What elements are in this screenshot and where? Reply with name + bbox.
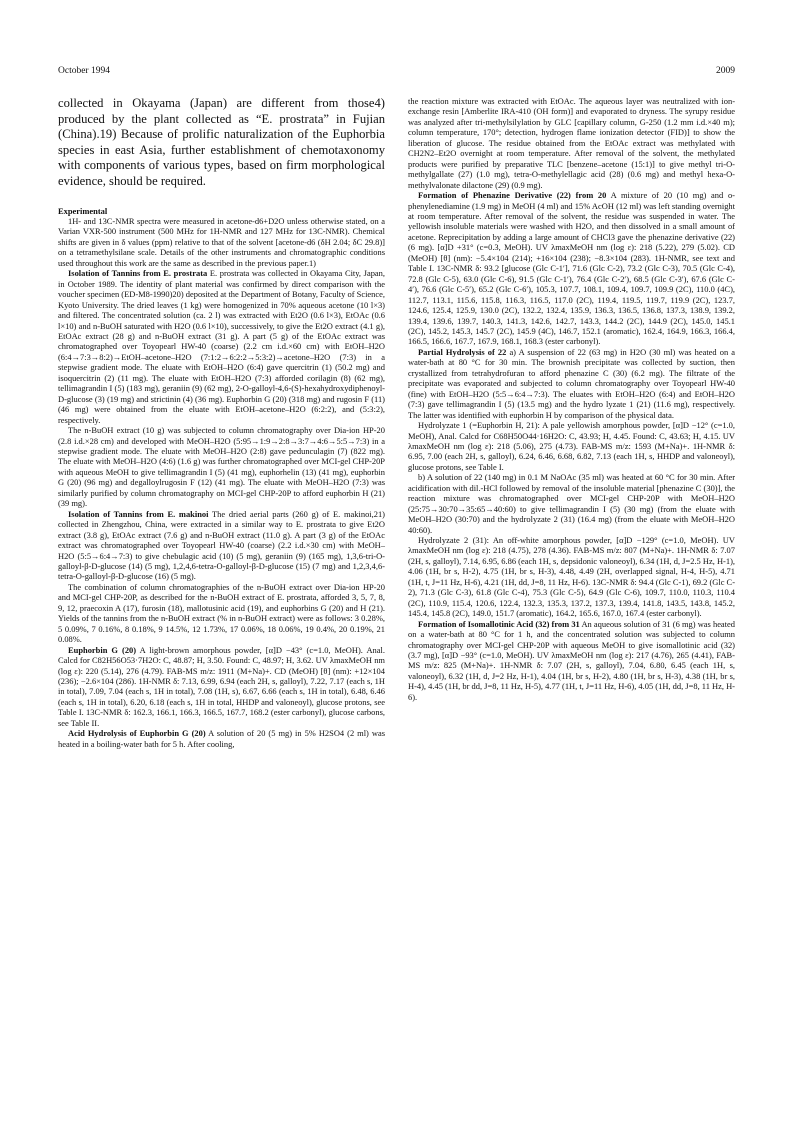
header-date: October 1994: [58, 66, 110, 76]
isolation-prostrata-text: E. prostrata was collected in Okayama City, Japan, in October 1989. The identity of plant material was confirmed by direct comparison with the voucher specimen (ED-M8-1990)20) deposited at the Department of Botany, Faculty of Science, Kyoto University. The dried leaves (1 kg) were homogenized in 70% aqueous acetone (10 l×3) and filtered. The concentrated solution (ca. 2 l) was extracted with Et2O (0.6 l×3), EtOAc (0.6 l×10) and n-BuOH saturated with H2O (0.6 l×10), successively, to give the Et2O extract (4.1 g), EtOAc extract (28 g) and n-BuOH extract (31 g). A part (5 g) of the EtOAc extract was chromatographed over Toyopearl HW-40 (coarse) (2.2 cm i.d.×60 cm) with EtOH–H2O (6:4→7:3→8:2)→EtOH–acetone–H2O (7:1:2→6:2:2→5:3:2)→acetone–H2O (7:3) in a stepwise gradient mode. The eluate with EtOH–H2O (6:4) gave quercitrin (1) (50.2 mg) and isoquercitrin (2) (11 mg). The eluate with EtOH–H2O (7:3) afforded corilagin (8) (62 mg), tellimagrandin I (5) (183 mg), geraniin (9) (62 mg), 2-O-galloyl-4,6-(S)-hexahydroxydiphenoyl-D-glucose (3) (19 mg) and strictinin (4) (36 mg). Euphorbin G (20) (318 mg) and rugosin F (11) (46 mg) were obtained from the eluate with EtOH–acetone–H2O (6:2:2), and (5:3:2), respectively.: [58, 268, 385, 425]
partial-hydrolysis-text: a) A suspension of 22 (63 mg) in H2O (30 ml) was heated on a water-bath at 80 °C for 30 min. The brownish precipitate was collected by suction, then crystallized from tetrahydrofuran to afford phenazine C (30) (6.2 mg). The filtrate of the precipitate was evaporated and subjected to column chromatography over Toyopearl HW-40 (fine) with EtOH–H2O (5:5→6:4→7:3). The eluates with EtOH–H2O (6:4) and EtOH–H2O (7:3) gave tellimagrandin I (5) (13.5 mg) and the hydro lyzate 1 (21) (11.6 mg), respectively. The latter was identified with euphorbin H by comparison of the physical data.: [408, 346, 736, 420]
phenazine-paragraph: [408, 190, 735, 347]
phenazine-heading: Formation of Phenazine Derivative (22) from 20: [418, 190, 607, 201]
isolation-prostrata-heading: Isolation of Tannins from E. prostrata: [68, 268, 208, 279]
phenazine-text: A mixture of 20 (10 mg) and o-phenylenediamine (1.9 mg) in MeOH (4 ml) and 15% AcOH (12 ml) was left standing overnight at room temperature. After removal of the solvent, the residue was suspended in water. The yellowish insoluble materials were washed with H2O, and then dissolved in a small amount of acetone. Reprecipitation by adding a large amount of CHCl3 gave the phenazine derivative (22) (6 mg). [α]D +31° (c=0.3, MeOH). UV λmaxMeOH nm (log ε): 218 (5.22), 279 (5.02). CD (MeOH) [θ] (nm): −5.4×104 (214); +16×104 (238); −8.3×104 (283). 1H-NMR, see text and Table I. 13C-NMR δ: 93.2 [glucose (Glc C-1′], 71.6 (Glc C-2), 73.2 (Glc C-3), 70.5 (Glc C-4), 72.8 (Glc C-5), 63.0 (Glc C-6), 91.5 (Glc C-1′), 76.4 (Glc C-2′), 68.5 (Glc C-3′), 67.6 (Glc C-4′), 76.6 (Glc C-5′), 65.2 (Glc C-6′), 105.3, 107.7, 108.1, 109.4, 109.7, 109.9 (2C), 110.0 (4C), 112.7, 113.1, 115.6, 115.8, 116.3, 116.5, 117.0 (2C), 119.4, 119.5, 119.7, 119.9 (2C), 123.7, 124.6, 125.4, 125.9, 130.0 (2C), 132.2, 132.4, 135.9, 136.3, 136.5, 136.8, 137.3, 138.9, 139.2, 139.4, 139.6, 139.7, 140.3, 141.3, 142.6, 142.7, 143.3, 144.2 (2C), 144.9 (2C), 145.0, 145.1 (2C), 145.2, 145.3, 145.7 (2C), 145.9 (4C), 146.7, 152.1 (aromatic), 162.4, 164.9, 166.3, 166.4, 166.5, 166.6, 167.7, 167.9, 168.1, 168.3 (ester carbonyl).: [408, 190, 735, 347]
running-header: [58, 66, 735, 80]
right-column: [408, 96, 735, 702]
isolation-makinoi-heading: Isolation of Tannins from E. makinoi: [68, 508, 209, 519]
euphorbin-g-paragraph: [58, 645, 385, 729]
euphorbin-g-text: A light-brown amorphous powder, [α]D −43° (c=1.0, MeOH). Anal. Calcd for C82H56O53·7H2O: C, 48.87; H, 3.50. Found: C, 48.97; H, 3.62. UV λmaxMeOH nm (log ε): 220 (5.14), 276 (4.79). FAB-MS m/z: 1911 (M+Na)+. CD (MeOH) [θ] (nm): +12×104 (236); −2.6×104 (286). 1H-NMR δ: 7.13, 6.99, 6.94 (each 2H, s, galloyl), 7.22, 7.17 (each s, 1H in total), 7.09, 7.04 (each s, 1H in total), 7.08 (1H, s), 6.67, 6.66 (each s, 1H in total), 6.48, 6.46 (each s, 1H in total), 6.20, 6.18 (each s, 1H in total, HHDP and valoneoyl), glucose protons, see Table I. 13C-NMR δ: 162.3, 166.1, 166.3, 166.5, 167.7, 168.2 (ester carbonyl), glucose carbons, see Table II.: [58, 644, 385, 728]
isomallotinic-paragraph: [408, 619, 735, 703]
continued-paragraph: the reaction mixture was extracted with EtOAc. The aqueous layer was neutralized with ion-exchange resin [Amberlite IRA-410 (OH form)] and evaporated to dryness. The syrupy residue was analyzed after tri-methylsilylation by GLC [capillary column, G-250 (1.2 mm i.d.×40 m); column temperature, 170°; detection, hydrogen flame ionization detector (FID)] to show the liberation of glucose. The residue obtained from the EtOAc extract was methylated with CH2N2–Et2O overnight at room temperature. After removal of the solvent, the methylated products were purified by preparative TLC [benzene–acetone (15:1)] to give methyl tri-O-methylgallate (27) (1.0 mg), tetra-O-methylellagic acid (28) (0.6 mg) and methyl hexa-O-methylvalonate dilactone (29) (0.9 mg).: [408, 96, 735, 190]
partial-hydrolysis-paragraph: [408, 347, 735, 420]
acid-hydrolysis-heading: Acid Hydrolysis of Euphorbin G (20): [68, 728, 206, 739]
euphorbin-g-heading: Euphorbin G (20): [68, 644, 137, 655]
isomallotinic-heading: Formation of Isomallotinic Acid (32) from 31: [418, 618, 580, 629]
buoh-paragraph: The n-BuOH extract (10 g) was subjected to column chromatography over Dia-ion HP-20 (2.8 i.d.×28 cm) and developed with MeOH–H2O (5:95→1:9→2:8→3:7→4:6→5:5→7:3) in a stepwise gradient mode. The eluate with MeOH–H2O (2:8) gave pedunculagin (7) (822 mg). The eluate with MeOH–H2O (4:6) (1.6 g) was further chromatographed over MCI-gel CHP-20P with aqueous MeOH to give tellimagrandin I (5) (41 mg), euphorhelin (13) (41 mg), euphorbin G (20) (96 mg) and degalloylrugosin F (12) (41 mg). The eluate with MeOH–H2O (7:3) was similarly purified by column chromatography on MCI-gel CHP-20P to afford euphorbin H (21) (39 mg).: [58, 425, 385, 509]
combination-paragraph: The combination of column chromatographies of the n-BuOH extract over Dia-ion HP-20 and MCI-gel CHP-20P, as described for the n-BuOH extract of E. prostrata, afforded 3, 5, 7, 8, 9, 12, praecoxin A (17), furosin (18), mallotusinic acid (19), and euphorbins G (20) and H (21). Yields of the tannins from the n-BuOH extract (% in n-BuOH extract) were as follows: 3 0.28%, 5 0.09%, 7 0.16%, 8 0.18%, 9 14.5%, 12 1.73%, 17 0.06%, 18 0.06%, 19 0.4%, 20 0.19%, 21 0.08%.: [58, 581, 385, 645]
page-number: 2009: [716, 66, 735, 76]
partial-hydrolysis-heading: Partial Hydrolysis of 22: [418, 346, 507, 357]
experimental-paragraph: 1H- and 13C-NMR spectra were measured in acetone-d6+D2O unless otherwise stated, on a Varian VXR-500 instrument (500 MHz for 1H-NMR and 127 MHz for 13C-NMR). Chemical shifts are given in δ values (ppm) relative to that of the solvent [acetone-d6 (δH 2.04; δC 29.8)] on a tetramethylsilane scale. Details of the other instruments and chromatographic conditions used throughout this work are the same as described in the previous paper.1): [58, 216, 385, 268]
hydrolyzate-1-paragraph: Hydrolyzate 1 (=Euphorbin H, 21): A pale yellowish amorphous powder, [α]D −12° (c=1.0, MeOH), Anal. Calcd for C68H50O44·16H2O: C, 43.93; H, 4.45. Found: C, 43.63; H, 4.15. UV λmaxMeOH nm (log ε): 218 (5.06), 275 (4.73). FAB-MS m/z: 1593 (M+Na)+. 1H-NMR δ: 6.95, 7.00 (each 2H, s, galloyl), 6.24, 6.46, 6.68, 6.82, 7.13 (each 1H, s, HHDP and valoneoyl), glucose protons, see Table I.: [408, 420, 735, 472]
acid-hydrolysis-paragraph: [58, 728, 385, 749]
left-column: [58, 96, 385, 749]
experimental-heading: Experimental: [58, 205, 108, 216]
isolation-makinoi-paragraph: [58, 509, 385, 582]
isomallotinic-text: An aqueous solution of 31 (6 mg) was heated on a water-bath at 80 °C for 1 h, and the concentrated solution was subjected to column chromatography over MCI-gel CHP-20P with aqueous MeOH to give isomallotinic acid (32) (3.7 mg), [α]D −93° (c=1.0, MeOH). UV λmaxMeOH nm (log ε): 217 (4.76), 265 (4.41), FAB-MS m/z: 825 (M+Na)+. 1H-NMR δ: 7.07 (2H, s, galloyl), 7.04, 6.80, 6.45 (each 1H, s, valoneoyl), 6.32 (1H, d, J=2 Hz, H-1), 4.04 (1H, br s, H-2), 4.80 (1H, br s, H-3), 4.38 (1H, br s, H-4), 4.45 (1H, br dd, J=8, 11 Hz, H-5), 4.77 (1H, t, J=11 Hz, H-6), 4.05 (1H, dd, J=8, 11 Hz, H-6).: [408, 618, 735, 702]
acid-hydrolysis-text: A solution of 20 (5 mg) in 5% H2SO4 (2 ml) was heated in a boiling-water bath for 5 h. After cooling,: [58, 728, 385, 749]
isolation-prostrata-paragraph: [58, 268, 385, 425]
partial-hydrolysis-b-paragraph: b) A solution of 22 (140 mg) in 0.1 M NaOAc (35 ml) was heated at 60 °C for 30 min. After acidification with dil.-HCl followed by removal of the insoluble material [phenazine C (30)], the reaction mixture was chromatographed over MCI-gel CHP-20P with MeOH–H2O (25:75→30:70→35:65→40:60) to give tellimagrandin I (5) (30 mg) (from the eluate with MeOH–H2O (30:70) and the hydrolyzate 2 (31) (16.4 mg) (from the eluate with MeOH–H2O 40:60).: [408, 472, 735, 535]
hydrolyzate-2-paragraph: Hydrolyzate 2 (31): An off-white amorphous powder, [α]D −129° (c=1.0, MeOH). UV λmaxMeOH nm (log ε): 218 (4.75), 278 (4.36). FAB-MS m/z: 807 (M+Na)+. 1H-NMR δ: 7.07 (2H, s, galloyl), 7.14, 6.95, 6.86 (each 1H, s, depsidonic valoneoyl), 6.34 (1H, d, J=2.5 Hz, H-1), 4.06 (1H, br s, H-2), 4.75 (1H, br s, H-3), 4.48, 4.49 (2H, overlapped signal, H-4, H-5), 4.71 (1H, t, J=11 Hz, H-6), 4.21 (1H, dd, J=8, 11 Hz, H-6). 13C-NMR δ: 94.4 (Glc C-1), 69.2 (Glc C-2), 71.3 (Glc C-3), 61.8 (Glc C-4), 75.3 (Glc C-5), 64.9 (Glc C-6), 109.7, 110.0, 110.3, 110.4 (2C), 110.9, 115.4, 120.6, 122.4, 132.3, 135.3, 137.2, 137.3, 139.4, 141.8, 143.5, 143.8, 145.2, 145.4, 145.8 (2C), 149.0, 151.7 (aromatic), 164.2, 165.6, 167.0, 167.4 (ester carbonyl).: [408, 535, 735, 619]
isolation-makinoi-text: The dried aerial parts (260 g) of E. makinoi,21) collected in Zhengzhou, China, were extracted in a similar way to E. prostrata to give Et2O extract (3.8 g), EtOAc extract (7.6 g) and n-BuOH extract (11.0 g). A part (3 g) of the EtOAc extract was chromatographed over Toyopearl HW-40 (coarse) (2.2 i.d.×30 cm) with MeOH–H2O (5:5→6:4→7:3) to give chebulagic acid (10) (5 mg), geraniin (9) (165 mg), 1,3,6-tri-O-galloyl-β-D-glucose (14) (5 mg), 1,2,4,6-tetra-O-galloyl-β-D-glucose (15) (7 mg) and 1,2,3,4,6-tetra-O-galloyl-β-D-glucose (16) (5 mg).: [58, 508, 385, 582]
intro-paragraph: collected in Okayama (Japan) are different from those4) produced by the plant collected as “E. prostrata” in Fujian (China).19) Because of prolific naturalization of the Euphorbia species in east Asia, further establishment of chemotaxonomy with components of various types, based on firm morphological evidence, should be required.: [58, 96, 385, 188]
